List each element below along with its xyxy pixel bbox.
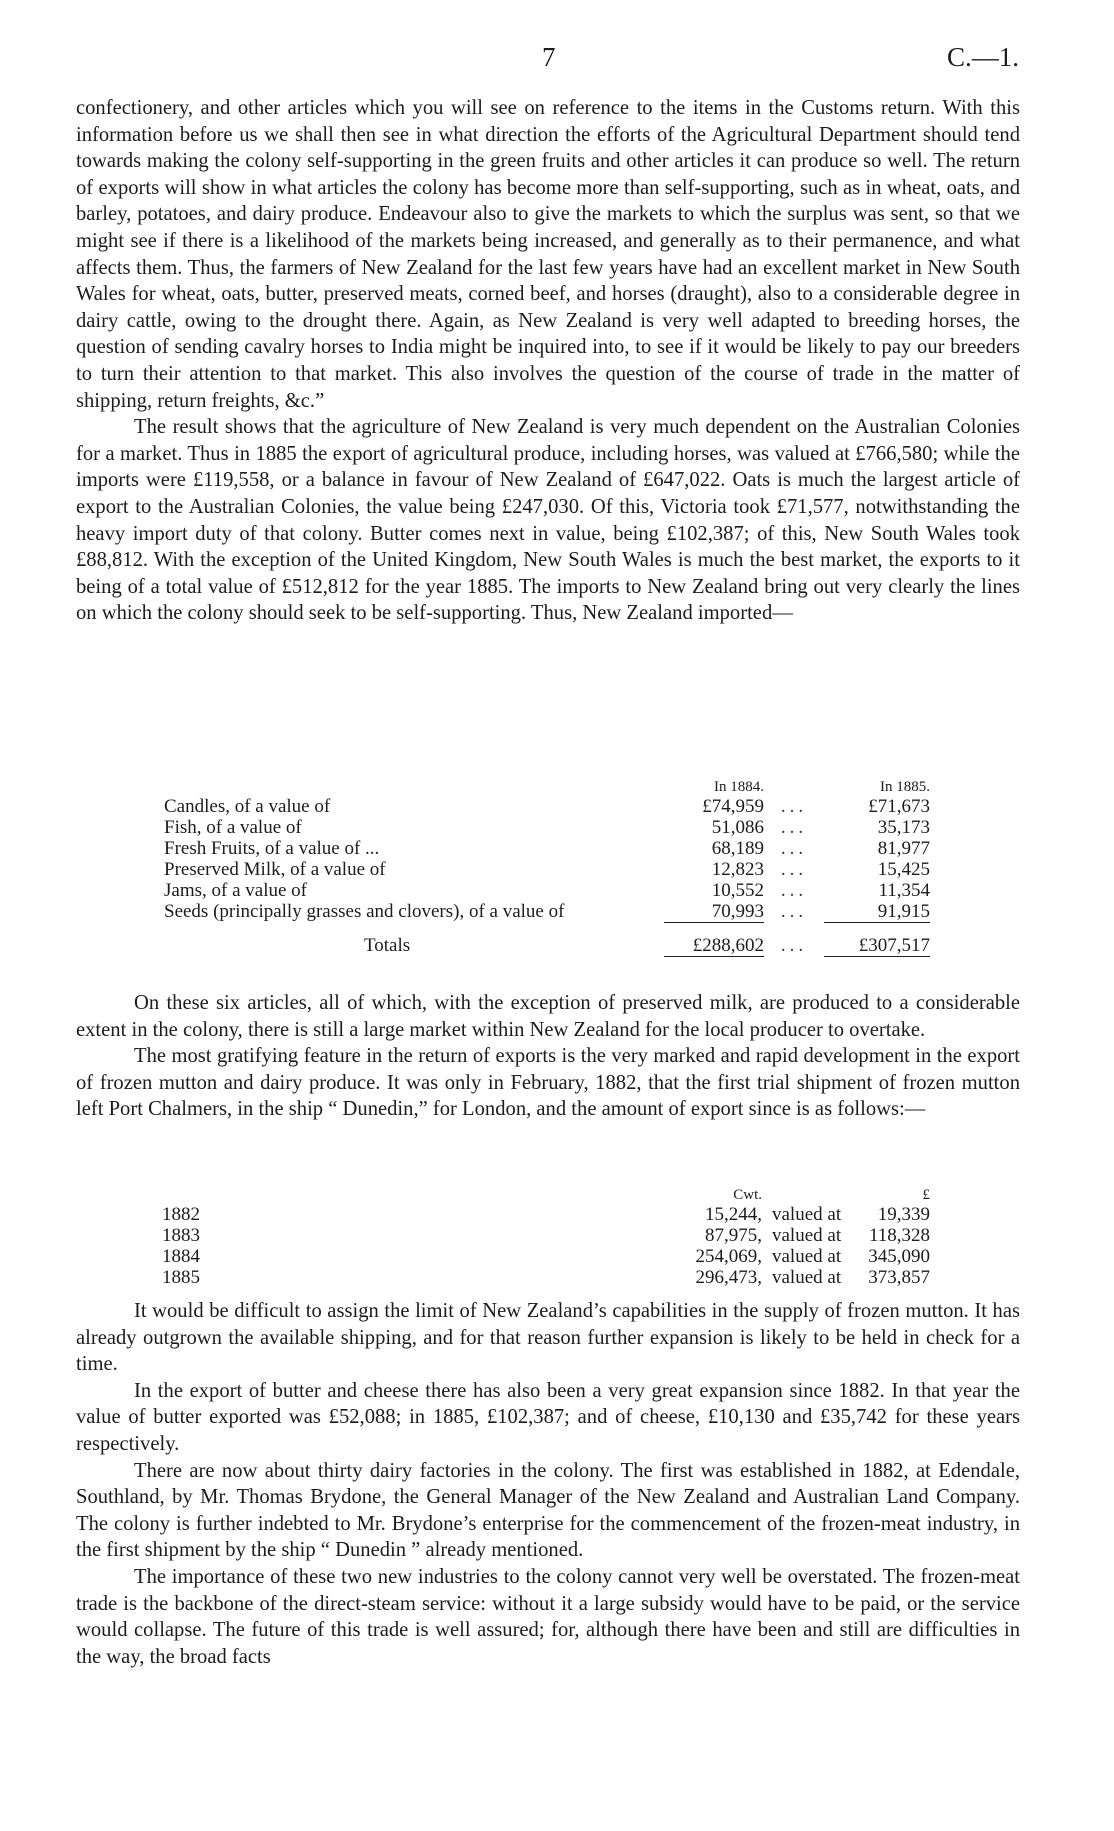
paragraph-mutton-limit: It would be difficult to assign the limit of New Zealand’s capabilities in the supply of frozen mutton. It has already outgrown the available shipping, and for that reason further expansion is likely to be held in check for a time. — [76, 1300, 1020, 1376]
table-row — [164, 817, 930, 838]
leader-dots: ... — [780, 901, 808, 922]
mutton-table — [162, 1186, 930, 1288]
row-label: Preserved Milk, of a value of — [164, 859, 386, 880]
body-text-top — [76, 95, 1020, 627]
row-cwt: 296,473, — [695, 1267, 762, 1288]
paragraph-six-articles: On these six articles, all of which, with the exception of preserved milk, are produced to a considerable extent in the colony, there is still a large market within New Zealand for the local producer to overtake. — [76, 992, 1020, 1041]
row-value: 118,328 — [868, 1225, 930, 1246]
body-text-bottom — [76, 1298, 1020, 1670]
row-label: Jams, of a value of — [164, 880, 307, 901]
mutton-col-value: £ — [922, 1187, 930, 1203]
valued-at-label: valued at — [772, 1225, 842, 1246]
mutton-table-block — [76, 1186, 1020, 1288]
valued-at-label: valued at — [772, 1246, 842, 1267]
total-rule-1885 — [824, 956, 930, 962]
total-rule-1884 — [664, 956, 764, 962]
leader-dots: ... — [780, 838, 808, 859]
spacer-row — [164, 956, 930, 962]
row-year: 1882 — [162, 1204, 200, 1225]
totals-label: Totals — [364, 934, 411, 956]
value-1885: 15,425 — [877, 859, 930, 880]
value-1884: 10,552 — [711, 880, 764, 901]
value-1885: 11,354 — [878, 880, 930, 901]
value-1885: 91,915 — [877, 901, 930, 922]
row-value: 19,339 — [877, 1204, 930, 1225]
row-year: 1885 — [162, 1267, 200, 1288]
row-label: Candles, of a value of — [164, 796, 331, 817]
row-cwt: 15,244, — [705, 1204, 762, 1225]
paragraph-industry-importance: The importance of these two new industries to the colony cannot very well be overstated. The frozen-meat trade is the backbone of the direct-steam service: without it a large subsidy would have to be paid, or the service would collapse. The future of this trade is well assured; for, although there have been and still are difficulties in the way, the broad facts — [76, 1565, 1020, 1668]
row-value: 373,857 — [868, 1267, 930, 1288]
valued-at-label: valued at — [772, 1204, 842, 1225]
paragraph-butter-cheese: In the export of butter and cheese there has also been a very great expansion since 1882. In that year the value of butter exported was £52,088; in 1885, £102,387; and of cheese, £10,130 and £35,742 for these years respectively. — [76, 1379, 1020, 1455]
total-1885: £307,517 — [858, 934, 930, 956]
valued-at-label: valued at — [772, 1267, 842, 1288]
page-header — [0, 42, 1114, 82]
leader-dots: ... — [780, 796, 808, 817]
paragraph-quote-continuation: confectionery, and other articles which you will see on reference to the items in the Customs return. With this information before us we shall then see in what direction the efforts of the Agricultural Department should tend towards making the colony self-supporting in the green fruits and other articles it can produce so well. The return of exports will show in what articles the colony has become more than self-supporting, such as in wheat, oats, and barley, potatoes, and dairy produce. Endeavour also to give the markets to which the surplus was sent, so that we might see if there is a likelihood of the markets being increased, and generally as to their permanence, and what affects them. Thus, the farmers of New Zealand for the last few years have had an excellent market in New South Wales for wheat, oats, butter, preserved meats, corned beef, and horses (draught), also to a considerable degree in dairy cattle, owing to the drought there. Again, as New Zealand is very well adapted to breeding horses, the question of sending cavalry horses to India might be inquired into, to see if it would be likely to pay our breeders to turn their attention to that market. This also involves the question of the course of trade in the matter of shipping, return freights, &c.” — [76, 97, 1020, 412]
subtotal-rule-1885 — [824, 923, 930, 935]
table-row — [164, 880, 930, 901]
table-row — [164, 859, 930, 880]
leader-dots: ... — [780, 859, 808, 880]
table-row — [164, 796, 930, 817]
row-label: Fresh Fruits, of a value of ... — [164, 838, 380, 859]
table-row — [162, 1246, 930, 1267]
leader-dots: ... — [780, 817, 808, 838]
body-text-middle — [76, 990, 1020, 1123]
table-row — [162, 1267, 930, 1288]
row-label: Seeds (principally grasses and clovers), of a value of — [164, 901, 565, 922]
total-1884: £288,602 — [692, 934, 764, 956]
totals-row — [164, 935, 930, 957]
imports-table-header — [164, 778, 930, 796]
value-1885: 81,977 — [877, 838, 930, 859]
spacer-row — [164, 923, 930, 935]
imports-col-1885: In 1885. — [880, 779, 930, 795]
leader-dots: ... — [780, 934, 808, 956]
row-cwt: 254,069, — [695, 1246, 762, 1267]
row-year: 1883 — [162, 1225, 200, 1246]
paragraph-dairy-factories: There are now about thirty dairy factories in the colony. The first was established in 1882, at Edendale, Southland, by Mr. Thomas Brydone, the General Manager of the New Zealand and Australian Land Company. The colony is further indebted to Mr. Brydone’s enterprise for the commencement of the frozen-meat industry, in the first shipment by the ship “ Dunedin ” already mentioned. — [76, 1459, 1020, 1562]
mutton-col-cwt: Cwt. — [733, 1187, 762, 1203]
row-label: Fish, of a value of — [164, 817, 302, 838]
paragraph-frozen-mutton: The most gratifying feature in the return of exports is the very marked and rapid development in the export of frozen mutton and dairy produce. It was only in February, 1882, that the first trial shipment of frozen mutton left Port Chalmers, in the ship “ Dunedin,” for London, and the amount of export since is as follows:— — [76, 1045, 1020, 1121]
row-value: 345,090 — [868, 1246, 930, 1267]
table-row — [164, 901, 930, 923]
page-number: 7 — [542, 42, 556, 72]
table-row — [162, 1204, 930, 1225]
value-1884: £74,959 — [702, 796, 764, 817]
imports-table — [164, 778, 930, 962]
value-1884: 70,993 — [711, 901, 764, 922]
value-1884: 12,823 — [711, 859, 764, 880]
table-row — [162, 1225, 930, 1246]
value-1885: £71,673 — [868, 796, 930, 817]
value-1884: 68,189 — [711, 838, 764, 859]
row-cwt: 87,975, — [705, 1225, 762, 1246]
row-year: 1884 — [162, 1246, 200, 1267]
mutton-table-header — [162, 1186, 930, 1204]
imports-table-block — [76, 778, 1020, 962]
paragraph-agriculture-result: The result shows that the agriculture of New Zealand is very much dependent on the Australian Colonies for a market. Thus in 1885 the export of agricultural produce, including horses, was valued at £766,580; while the imports were £119,558, or a balance in favour of New Zealand of £647,022. Oats is much the largest article of export to the Australian Colonies, the value being £247,030. Of this, Victoria took £71,577, notwithstanding the heavy import duty of that colony. Butter comes next in value, being £102,387; of this, New South Wales took £88,812. With the exception of the United Kingdom, New South Wales is much the best market, the exports to it being of a total value of £512,812 for the year 1885. The imports to New Zealand bring out very clearly the lines on which the colony should seek to be self-supporting. Thus, New Zealand imported— — [76, 416, 1020, 625]
imports-col-1884: In 1884. — [714, 779, 764, 795]
document-reference: C.—1. — [946, 42, 1019, 72]
table-row — [164, 838, 930, 859]
value-1884: 51,086 — [711, 817, 764, 838]
value-1885: 35,173 — [877, 817, 930, 838]
leader-dots: ... — [780, 880, 808, 901]
subtotal-rule-1884 — [664, 923, 764, 935]
